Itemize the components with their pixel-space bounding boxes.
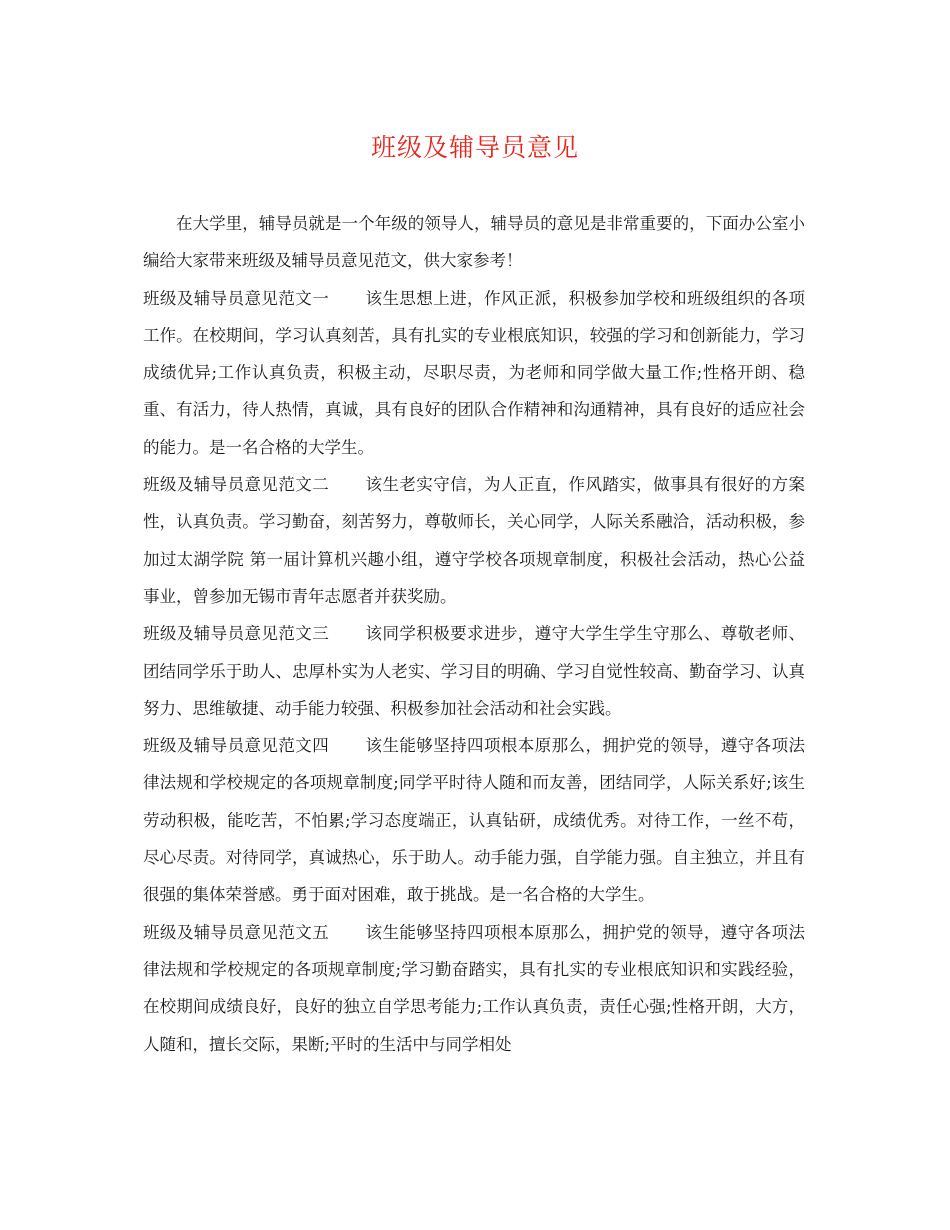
sample-heading-5: 班级及辅导员意见范文五 [143,922,330,942]
sample-paragraph-5 [143,914,805,1063]
sample-paragraph-4 [143,727,805,913]
sample-text-1: 该生思想上进，作风正派，积极参加学校和班级组织的各项工作。在校期间，学习认真刻苦，具有扎实的专业根底知识，较强的学习和创新能力，学习成绩优异;工作认真负责，积极主动，尽职尽责，为老师和同学做大量工作;性格开朗、稳重、有活力，待人热情，真诚，具有良好的团队合作精神和沟通精神，具有良好的适应社会的能力。是一名合格的大学生。 [143,288,806,457]
intro-paragraph: 在大学里，辅导员就是一个年级的领导人，辅导员的意见是非常重要的，下面办公室小编给大家带来班级及辅导员意见范文，供大家参考！ [143,214,805,271]
document-title: 班级及辅导员意见 [370,133,579,162]
sample-text-3: 该同学积极要求进步，遵守大学生学生守那么、尊敬老师、团结同学乐于助人、忠厚朴实为人老实、学习目的明确、学习自觉性较高、勤奋学习、认真努力、思维敏捷、动手能力较强、积极参加社会活动和社会实践。 [143,624,806,718]
sample-text-2: 该生老实守信，为人正直，作风踏实，做事具有很好的方案性，认真负责。学习勤奋，刻苦努力，尊敬师长，关心同学，人际关系融洽，活动积极，参加过太湖学院 第一届计算机兴趣小组，遵守学校各项规章制度，积极社会活动，热心公益事业，曾参加无锡市青年志愿者并获奖励。 [143,475,806,606]
sample-paragraph-2 [143,466,805,615]
sample-heading-3: 班级及辅导员意见范文三 [143,624,330,644]
sample-heading-4: 班级及辅导员意见范文四 [143,736,330,756]
sample-heading-1: 班级及辅导员意见范文一 [143,288,330,308]
sample-text-4: 该生能够坚持四项根本原那么，拥护党的领导，遵守各项法律法规和学校规定的各项规章制度;同学平时待人随和而友善，团结同学，人际关系好;该生劳动积极，能吃苦，不怕累;学习态度端正，认真钻研，成绩优秀。对待工作，一丝不苟，尽心尽责。对待同学，真诚热心，乐于助人。动手能力强，自学能力强。自主独立，并且有很强的集体荣誉感。勇于面对困难，敢于挑战。是一名合格的大学生。 [143,736,806,905]
sample-paragraph-1 [143,280,805,466]
document-body [143,205,805,1063]
sample-heading-2: 班级及辅导员意见范文二 [143,475,330,495]
sample-paragraph-3 [143,615,805,727]
sample-text-5: 该生能够坚持四项根本原那么，拥护党的领导，遵守各项法律法规和学校规定的各项规章制度;学习勤奋踏实，具有扎实的专业根底知识和实践经验，在校期间成绩良好，良好的独立自学思考能力;工作认真负责，责任心强;性格开朗，大方，人随和，擅长交际，果断;平时的生活中与同学相处 [143,922,806,1054]
